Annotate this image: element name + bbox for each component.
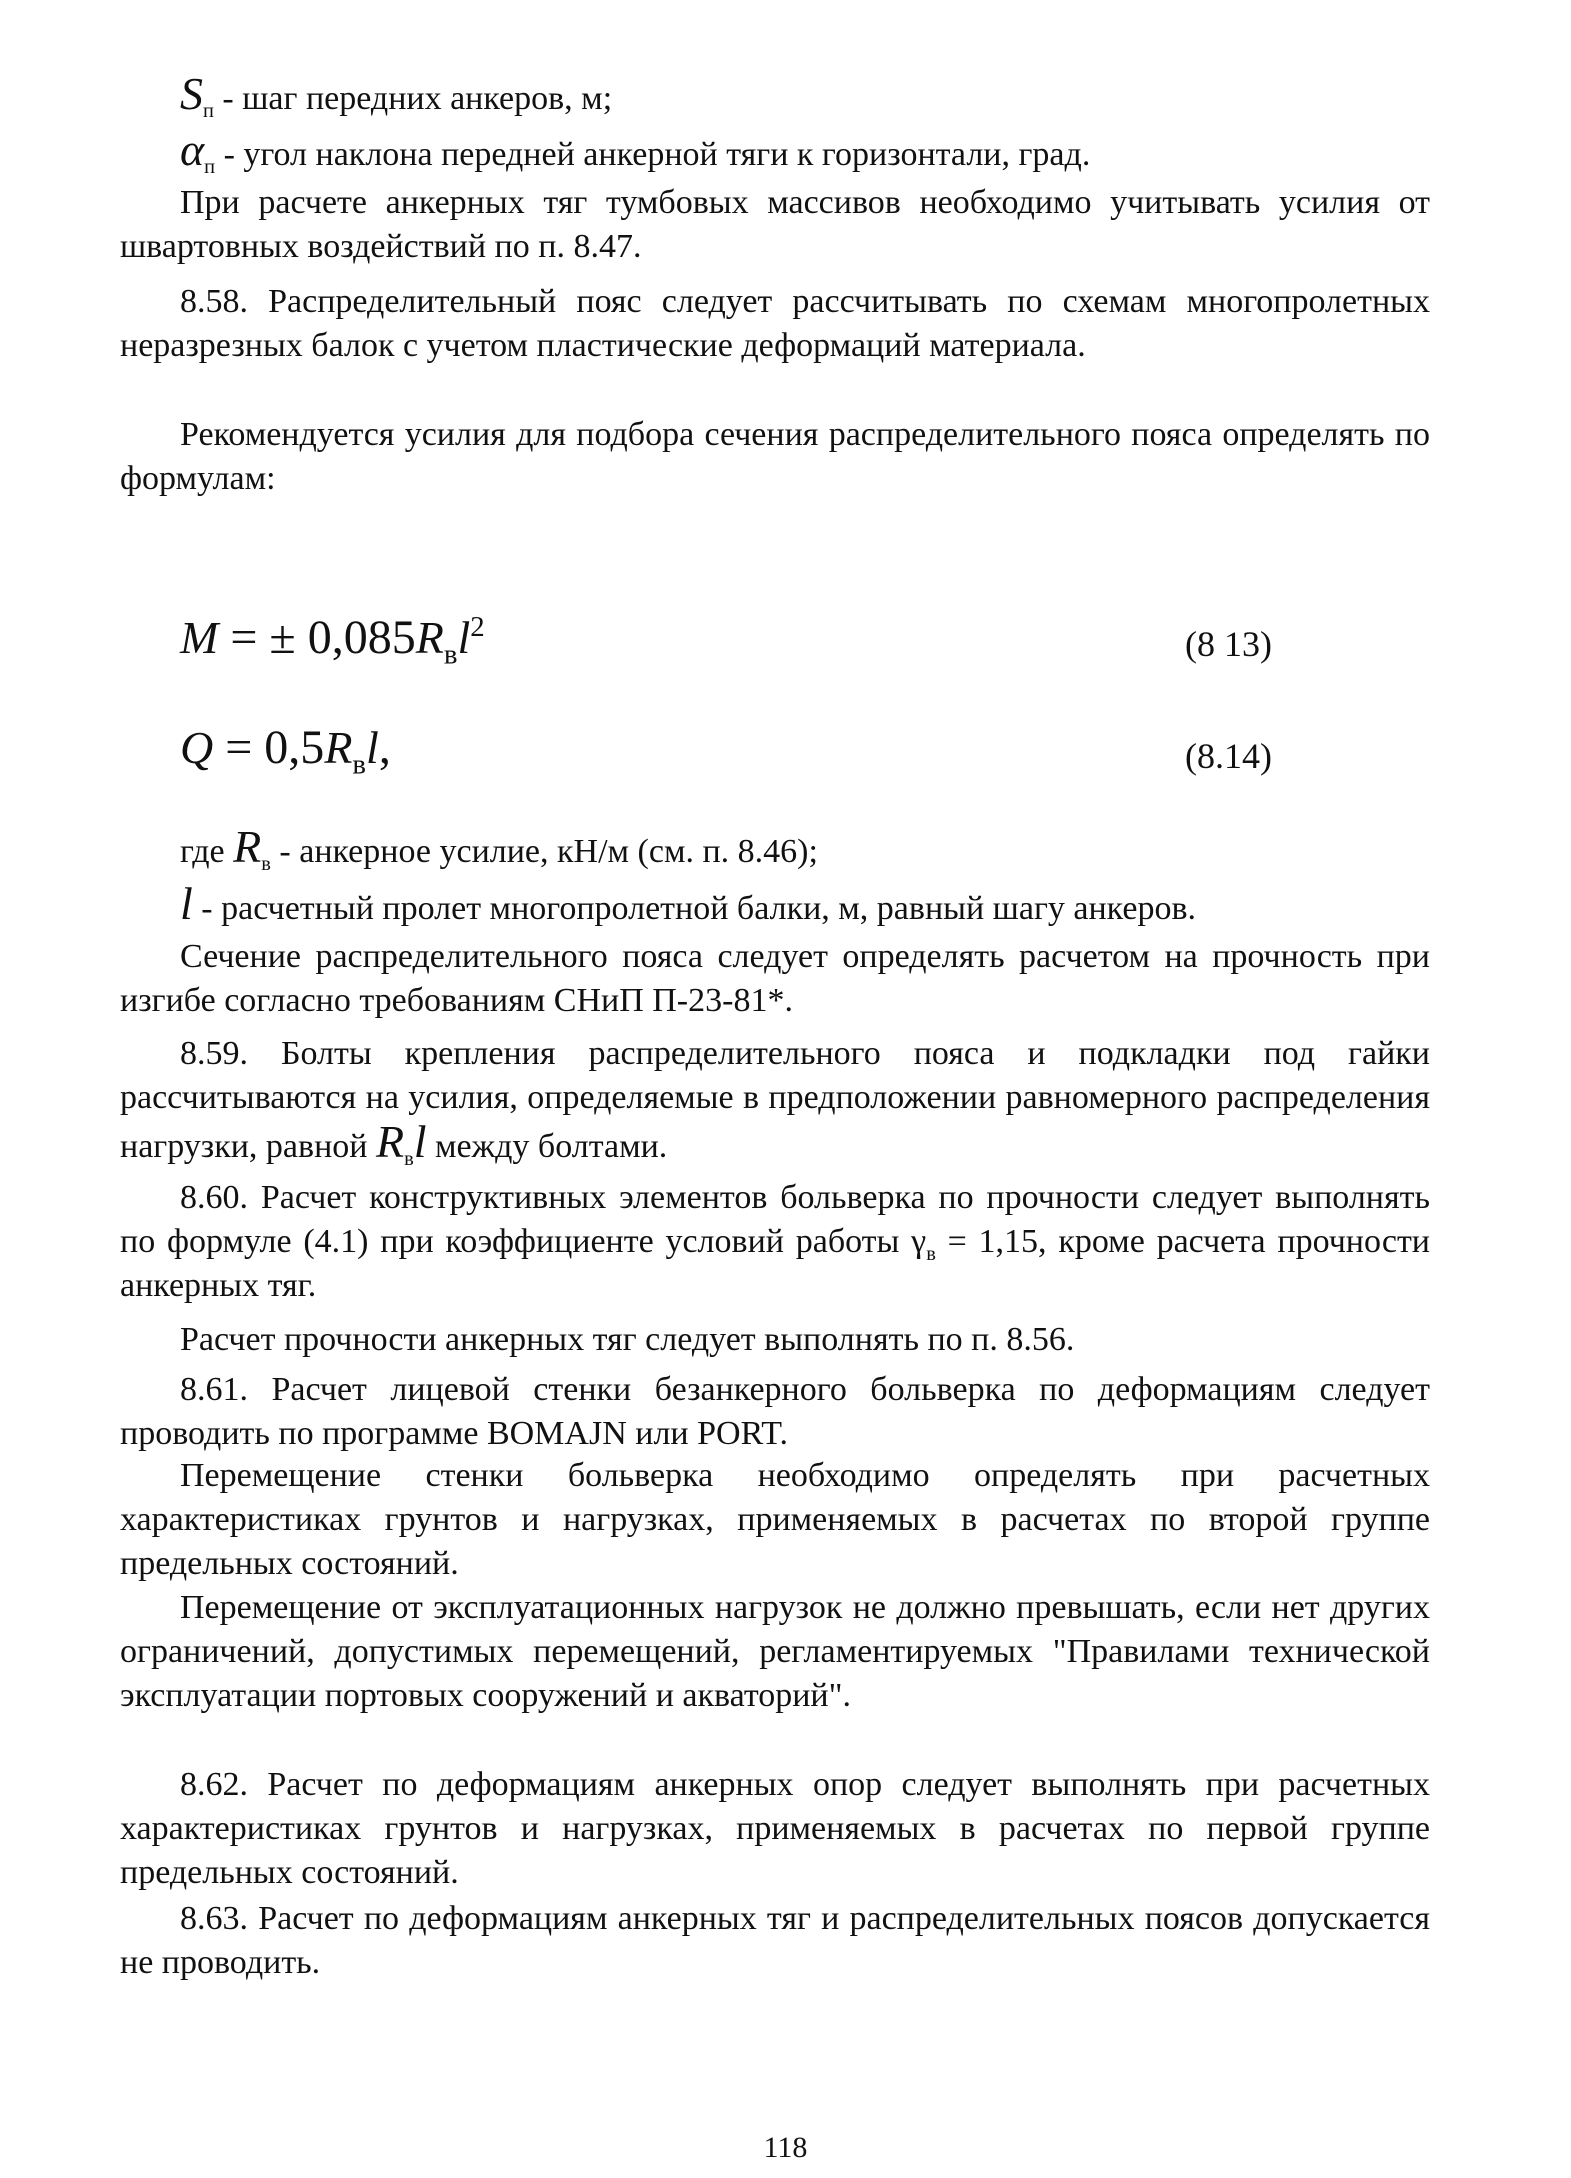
- formula-lhs: M: [180, 612, 219, 663]
- p860-text-b: = 1,15, кроме расчета прочности анкерных тяг.: [120, 1223, 1430, 1304]
- where-l-text: - расчетный пролет многопролетной балки, м, равный шагу анкеров.: [192, 890, 1196, 927]
- where-r: [120, 821, 1430, 875]
- formula-l: l: [457, 612, 471, 663]
- formula-mid: = ± 0,085: [218, 611, 416, 664]
- page-number: 118: [763, 2131, 808, 2164]
- formula-lhs: Q: [180, 722, 214, 773]
- paragraph-section: Сечение распределительного пояса следует определять расчетом на прочность при изгибе согласно требованиям СНиП П-23-81*.: [120, 938, 1430, 1019]
- formula-l: l: [366, 722, 379, 773]
- subscript-n: п: [203, 99, 214, 122]
- formula-r: R: [415, 612, 444, 663]
- paragraph-recommend: Рекомендуется усилия для подбора сечения распределительного пояса определять по формулам:: [120, 416, 1430, 497]
- formula-r-sub: в: [352, 748, 367, 781]
- definition-sn: [120, 68, 1430, 122]
- paragraph-8-59: [120, 1032, 1430, 1169]
- paragraph-8-63: 8.63. Расчет по деформациям анкерных тяг и распределительных поясов допускается не проводить.: [120, 1900, 1430, 1981]
- p859-text-b: между болтами.: [426, 1128, 668, 1165]
- p859-r-sub: в: [404, 1147, 414, 1170]
- symbol-alpha: α: [180, 124, 205, 175]
- paragraph-8-60: [120, 1176, 1430, 1308]
- formula-8-13: [180, 610, 485, 671]
- symbol-s: S: [180, 68, 203, 119]
- paragraph-mooring: При расчете анкерных тяг тумбовых массивов необходимо учитывать усилия от швартовных воздействий по п. 8.47.: [120, 184, 1430, 265]
- p859-text-a: 8.59. Болты крепления распределительного пояса и подкладки под гайки рассчитываются на усилия, определяемые в предположении равномерного распределения нагрузки, равной: [120, 1035, 1430, 1165]
- p860-gamma: γ: [911, 1223, 927, 1260]
- p860-text-a: 8.60. Расчет конструктивных элементов больверка по прочности следует выполнять по формуле (4.1) при коэффициенте условий работы: [120, 1179, 1430, 1260]
- formula-8-14: [180, 720, 391, 781]
- where-r-sub: в: [261, 852, 271, 875]
- where-r-symbol: R: [233, 821, 262, 872]
- formula-sup: 2: [470, 611, 485, 643]
- paragraph-8-58: 8.58. Распределительный пояс следует рассчитывать по схемам многопролетных неразрезных балок с учетом пластические деформаций материала.: [120, 283, 1430, 364]
- definition-sn-text: - шаг передних анкеров, м;: [213, 80, 613, 117]
- formula-r: R: [324, 722, 353, 773]
- p860-gamma-sub: в: [926, 1242, 936, 1265]
- where-r-text: - анкерное усилие, кН/м (см. п. 8.46);: [270, 833, 818, 870]
- subscript-n: п: [204, 155, 216, 178]
- paragraph-8-60-anchor: Расчет прочности анкерных тяг следует выполнять по п. 8.56.: [180, 1321, 1075, 1358]
- definition-alpha-text: - угол наклона передней анкерной тяги к горизонтали, град.: [215, 136, 1091, 173]
- definition-alpha: [120, 124, 1430, 178]
- where-l: [120, 878, 1430, 931]
- paragraph-movement-2: Перемещение от эксплуатационных нагрузок не должно превышать, если нет других ограничений, допустимых перемещений, регламентируемых "Правилами технической эксплуатации портовых сооружений и акваторий".: [120, 1589, 1430, 1714]
- formula-number-8-13: (8 13): [1185, 624, 1272, 664]
- p859-r: R: [375, 1116, 405, 1167]
- formula-mid: = 0,5: [213, 721, 325, 774]
- paragraph-8-62: 8.62. Расчет по деформациям анкерных опор следует выполнять при расчетных характеристиках грунтов и нагрузках, применяемых в расчетах по первой группе предельных состояний.: [120, 1766, 1430, 1891]
- paragraph-movement-1: Перемещение стенки больверка необходимо определять при расчетных характеристиках грунтов и нагрузках, применяемых в расчетах по второй группе предельных состояний.: [120, 1457, 1430, 1582]
- formula-r-sub: в: [443, 638, 458, 671]
- formula-number-8-14: (8.14): [1185, 736, 1272, 776]
- formula-tail: ,: [378, 721, 391, 774]
- where-l-symbol: l: [180, 878, 193, 929]
- where-prefix: где: [180, 833, 234, 870]
- p859-l: l: [413, 1116, 427, 1167]
- paragraph-8-61: 8.61. Расчет лицевой стенки безанкерного больверка по деформациям следует проводить по программе BOMAJN или PORT.: [120, 1371, 1430, 1452]
